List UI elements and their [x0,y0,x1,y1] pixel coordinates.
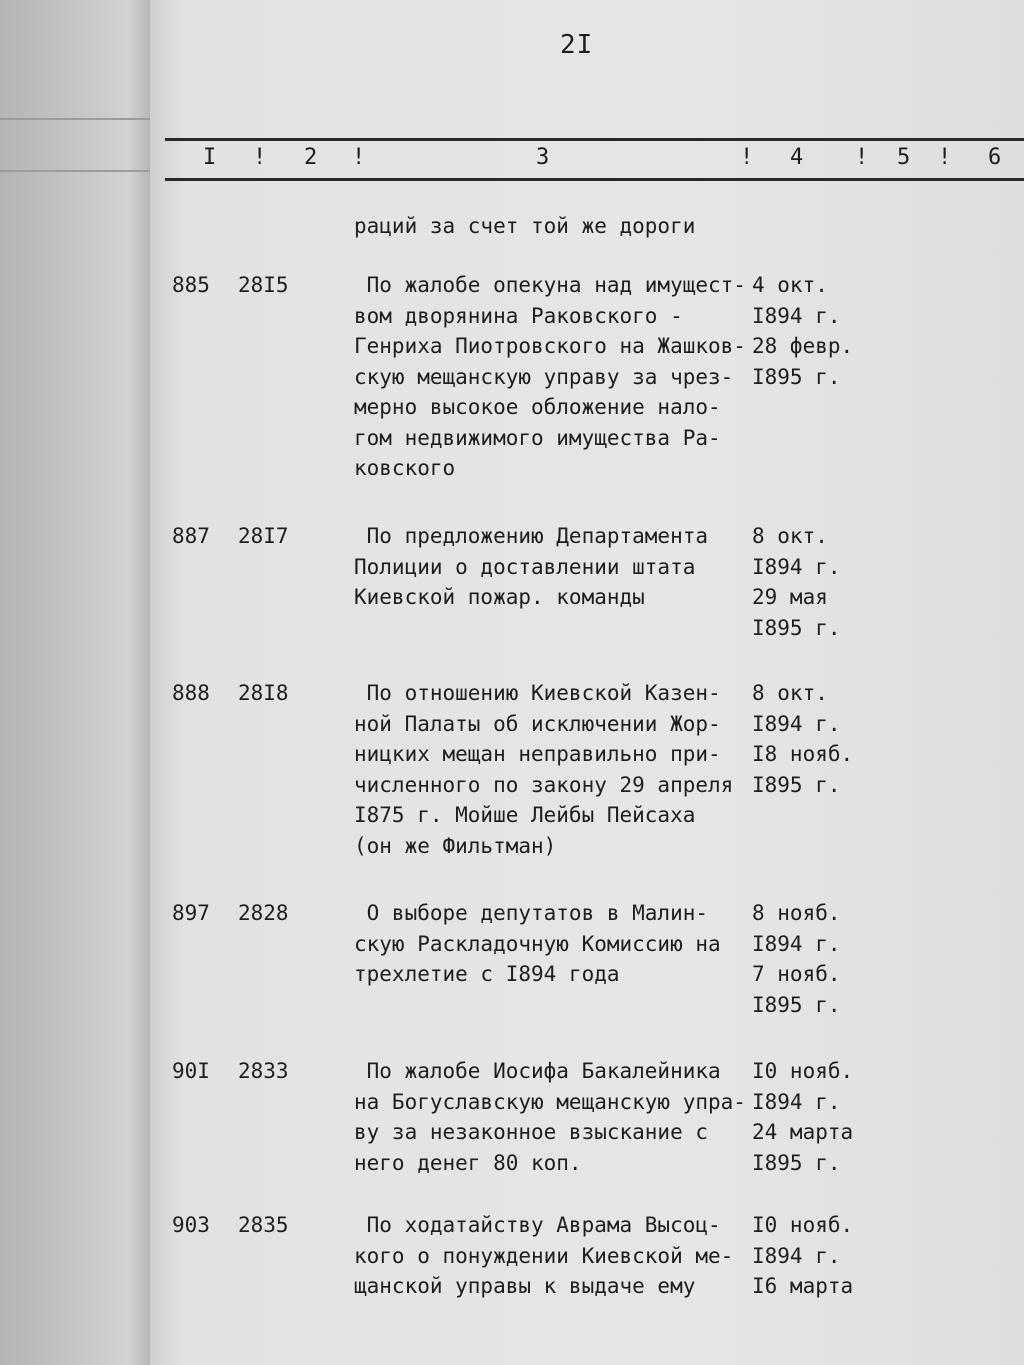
description-line: на Богуславскую мещанскую упра- [354,1089,746,1114]
description-line: ву за незаконное взыскание с [354,1120,709,1144]
entry-number: 887 [172,524,210,548]
date-line: I894 г. [752,303,841,328]
date-line: 4 окт. [752,273,828,297]
date-line: I894 г. [752,554,841,579]
description-line: щанской управы к выдаче ему [354,1274,696,1298]
date-line: 7 нояб. [752,962,841,986]
description-line: вом дворянина Раковского - [354,303,683,328]
description-line: ницких мещан неправильно при- [354,742,721,766]
entry-number: 90I [172,1059,210,1083]
entry-number: 885 [172,273,210,297]
date-line: 8 нояб. [752,901,841,925]
header-col-6: 6 [988,145,1002,170]
description-line: скую Раскладочную Комиссию на [354,931,721,956]
case-number: 28I7 [238,524,289,548]
date-line: I894 г. [752,711,841,736]
description-line: По жалобе опекуна над имущест- [354,273,746,297]
case-number: 28I8 [238,681,289,705]
date-line: I0 нояб. [752,1213,854,1237]
description-line: Киевской пожар. команды [354,585,645,609]
date-line: I895 г. [752,615,841,640]
header-col-4: 4 [790,145,804,170]
date-line: 29 мая [752,585,828,609]
description-line: кого о понуждении Киевской ме- [354,1243,734,1268]
date-line: I894 г. [752,931,841,956]
date-line: 28 февр. [752,334,854,358]
description-line: мерно высокое обложение нало- [354,395,721,419]
date-line: I6 марта [752,1274,854,1298]
header-col-3: 3 [536,145,550,170]
description-line: О выборе депутатов в Малин- [354,901,709,925]
header-separator: ! [938,145,952,170]
entry-number: 888 [172,681,210,705]
case-number: 28I5 [238,273,289,297]
description-line: (он же Фильтман) [354,833,557,858]
description-line: трехлетие с I894 года [354,962,620,986]
header-col-5: 5 [897,145,911,170]
description-line: Генриха Пиотровского на Жашков- [354,334,746,358]
date-line: I895 г. [752,992,841,1017]
date-line: I8 нояб. [752,742,854,766]
date-line: I894 г. [752,1089,841,1114]
description-line: По ходатайству Аврама Высоц- [354,1213,721,1237]
header-top-rule [165,138,1024,141]
header-separator: ! [352,145,366,170]
description-line: ной Палаты об исключении Жор- [354,711,721,736]
header-separator: ! [855,145,869,170]
date-line: I895 г. [752,364,841,389]
header-bottom-rule [165,178,1024,181]
header-col-2: 2 [304,145,318,170]
date-line: I895 г. [752,1150,841,1175]
entry-number: 903 [172,1213,210,1237]
description-line: скую мещанскую управу за чрез- [354,364,734,389]
description-line: Полиции о доставлении штата [354,554,696,579]
date-line: I0 нояб. [752,1059,854,1083]
header-col-1: I [203,145,217,170]
header-separator: ! [253,145,267,170]
description-line: него денег 80 коп. [354,1150,582,1175]
description-line: гом недвижимого имущества Ра- [354,425,721,450]
page-number: 2I [560,30,594,60]
previous-page-edge [0,0,160,1365]
entry-number: 897 [172,901,210,925]
case-number: 2828 [238,901,289,925]
case-number: 2833 [238,1059,289,1083]
case-number: 2835 [238,1213,289,1237]
description-line: ковского [354,456,456,480]
ghost-rule [0,118,150,120]
date-line: I895 г. [752,772,841,797]
description-line: По жалобе Иосифа Бакалейника [354,1059,721,1083]
date-line: 8 окт. [752,681,828,705]
ghost-rule [0,170,150,172]
description-line: численного по закону 29 апреля [354,772,734,797]
description-line: По отношению Киевской Казен- [354,681,721,705]
description-line: раций за счет той же дороги [354,214,696,238]
date-line: 8 окт. [752,524,828,548]
description-line: I875 г. Мойше Лейбы Пейсаха [354,803,696,827]
header-separator: ! [740,145,754,170]
date-line: 24 марта [752,1120,854,1144]
description-line: По предложению Департамента [354,524,709,548]
date-line: I894 г. [752,1243,841,1268]
